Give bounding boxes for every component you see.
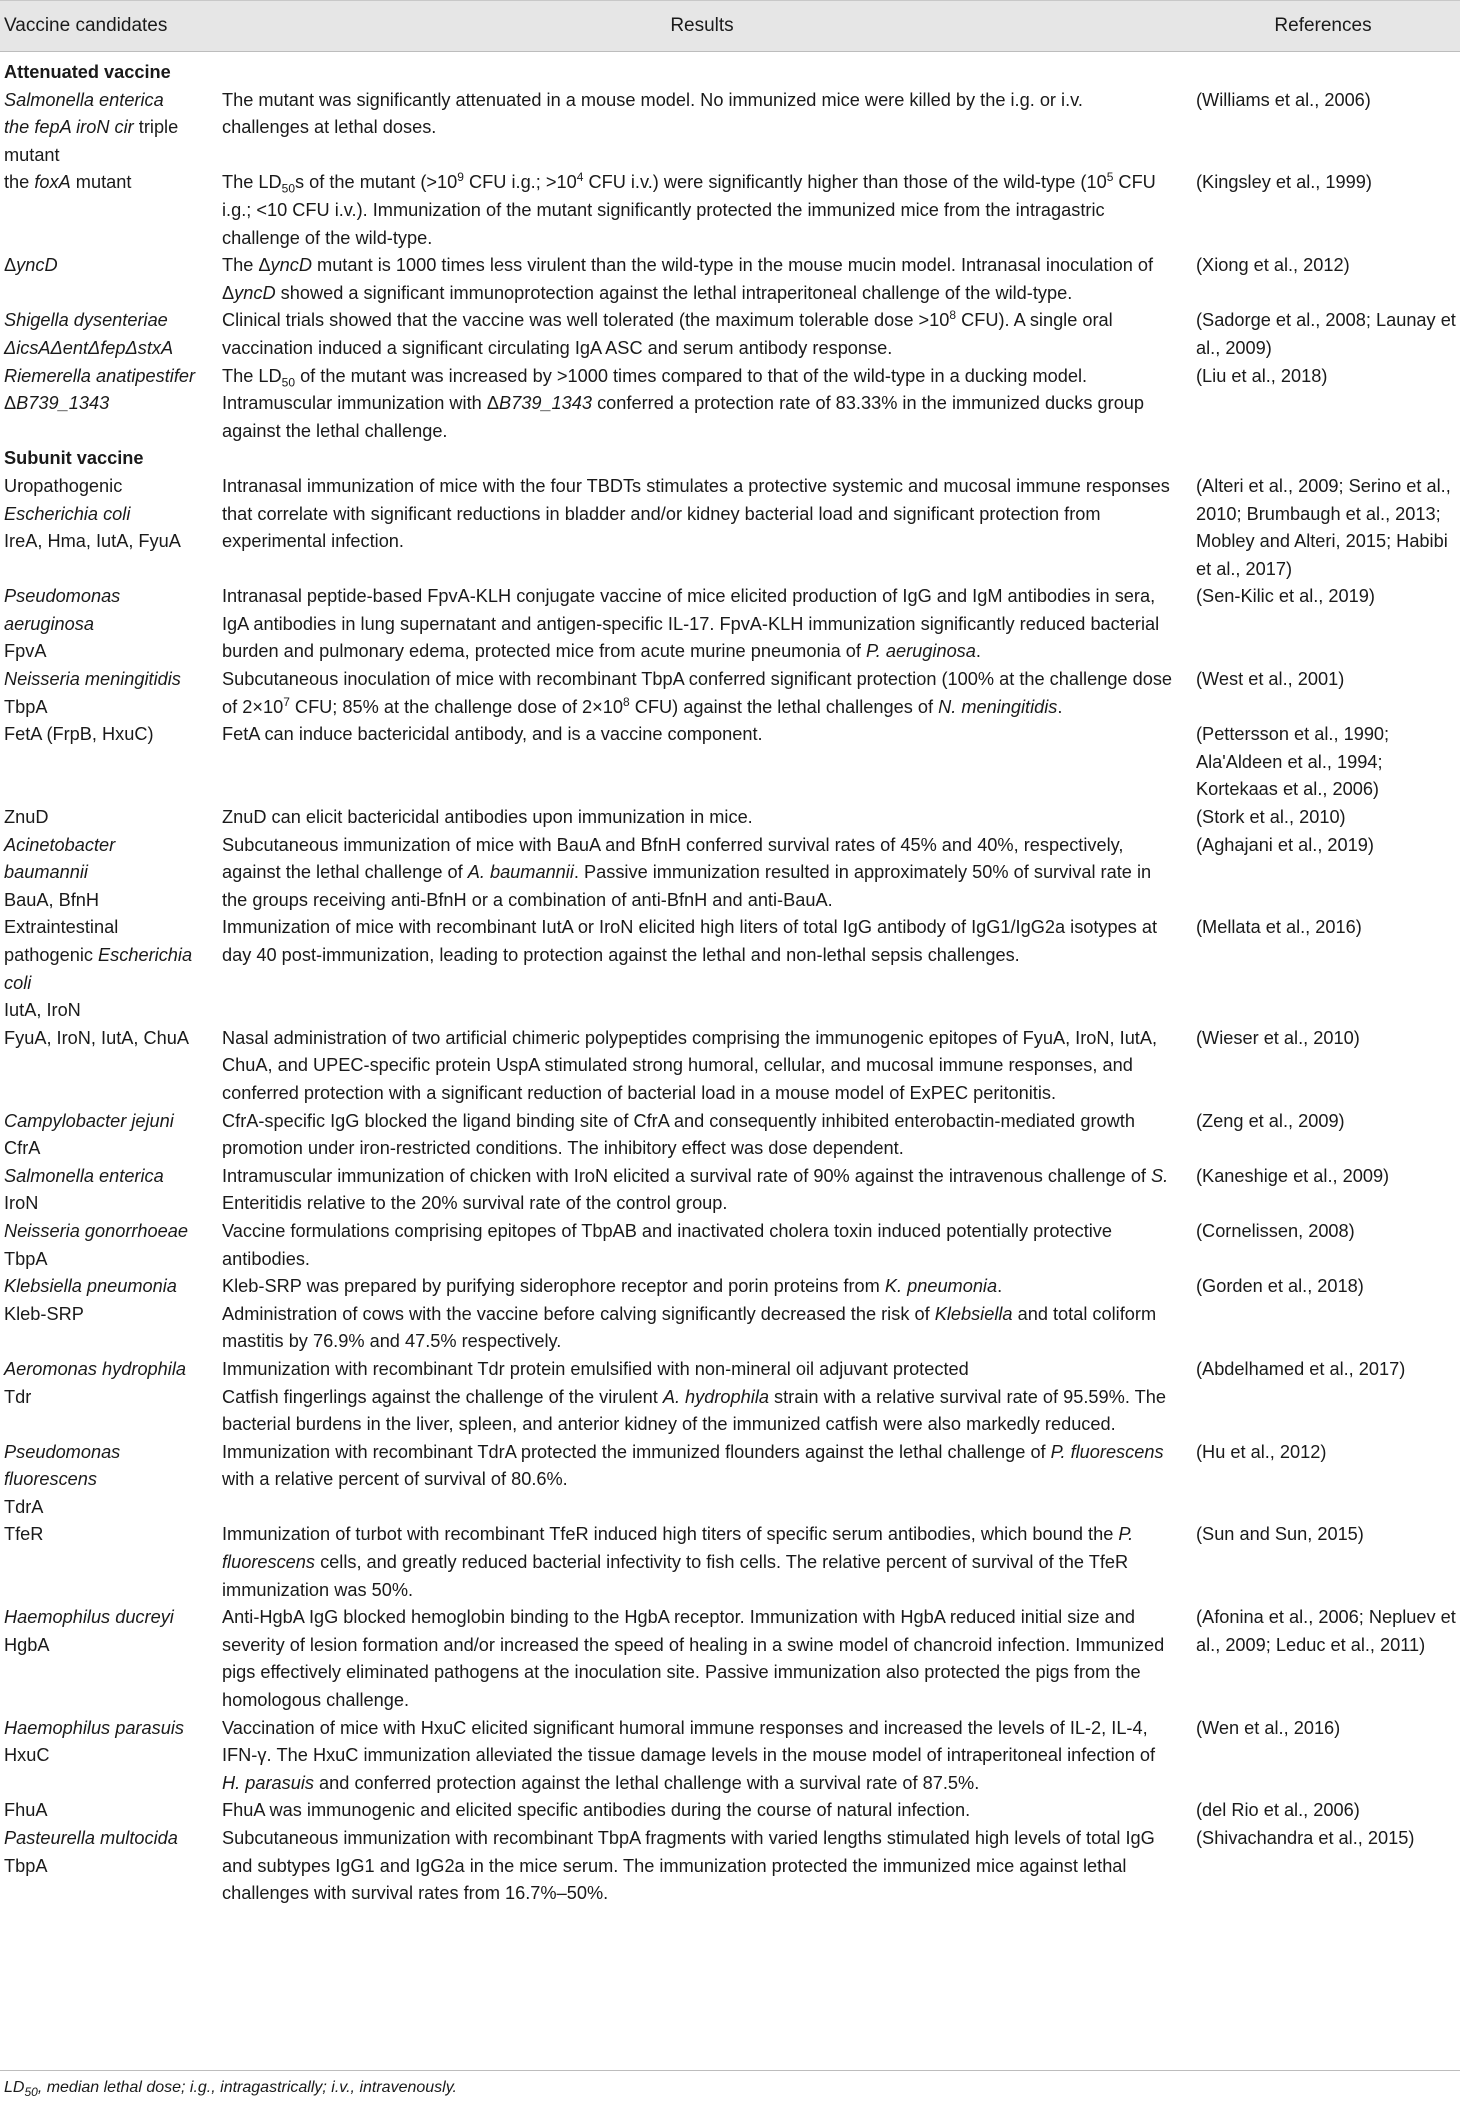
table-row: [0, 1715, 1460, 1798]
result-cell: [218, 87, 1186, 170]
candidate-line: [4, 390, 216, 418]
text-run: Escherichia: [98, 945, 193, 965]
text-run: K. pneumonia: [884, 1276, 998, 1297]
text-run: . Passive immunization resulted in approximately 50% of survival rate in the groups receiving anti-BfnH or a combination of anti-BfnH and anti-BauA.: [222, 862, 1152, 910]
candidate-cell: [0, 363, 218, 446]
candidate-line: [4, 87, 216, 115]
candidate-cell: [0, 1108, 218, 1163]
reference-cell: (Alteri et al., 2009; Serino et al., 2010; Brumbaugh et al., 2013; Mobley and Alteri, 2015; Habibi et al., 2017): [1196, 475, 1451, 579]
text-run: The LD: [222, 172, 282, 193]
result-cell: [218, 583, 1186, 666]
candidate-line: [4, 997, 216, 1025]
candidate-line: [4, 1853, 216, 1881]
text-run: the: [4, 172, 35, 193]
text-run: IroN: [4, 1193, 39, 1214]
header-results: Results: [218, 1, 1186, 52]
candidate-line: [4, 970, 216, 998]
text-run: mutant is 1000 times less virulent than the wild-type in the mouse mucin model. Intranasal inoculation of Δ: [222, 255, 1154, 303]
reference-cell: (Afonina et al., 2006; Nepluev et al., 2009; Leduc et al., 2011): [1196, 1607, 1456, 1655]
text-run: triple: [133, 117, 179, 138]
table-header: [0, 1, 1460, 52]
text-run: aeruginosa: [4, 613, 94, 634]
text-run: Extraintestinal: [4, 917, 119, 938]
text-run: Escherichia coli: [4, 503, 131, 524]
candidate-cell: [0, 1273, 218, 1356]
text-run: yncD: [16, 255, 58, 276]
candidate-line: [4, 142, 216, 170]
text-run: The LD: [222, 365, 282, 386]
table-row: [0, 1108, 1460, 1163]
text-run: P. aeruginosa: [866, 641, 976, 662]
text-run: Klebsiella pneumonia: [4, 1276, 177, 1297]
result-cell: [218, 307, 1186, 362]
text-run: IreA, Hma, IutA, FyuA: [4, 531, 181, 552]
text-run: yncD: [234, 282, 276, 303]
text-run: Clinical trials showed that the vaccine was well tolerated (the maximum tolerable dose >10: [222, 310, 950, 331]
text-run: N. meningitidis: [938, 696, 1058, 717]
candidate-cell: [0, 583, 218, 666]
result-cell: [218, 832, 1186, 915]
text-run: Acinetobacter: [4, 834, 116, 855]
candidate-line: [4, 1384, 216, 1412]
text-run: Catfish fingerlings against the challenge of the virulent: [222, 1386, 663, 1407]
reference-cell: (Cornelissen, 2008): [1196, 1220, 1355, 1241]
candidate-line: [4, 1742, 216, 1770]
candidate-line: [4, 583, 216, 611]
text-run: Neisseria meningitidis: [4, 669, 181, 690]
text-run: Immunization of turbot with recombinant TfeR induced high titers of specific serum antibodies, which bound the: [222, 1524, 1119, 1545]
text-run: CFU; 85% at the challenge dose of 2×10: [289, 696, 624, 717]
candidate-cell: [0, 721, 218, 804]
text-run: P. fluorescens: [222, 1524, 1134, 1573]
text-run: FpvA: [4, 641, 47, 662]
candidate-cell: [0, 1025, 218, 1108]
text-run: Anti-HgbA IgG blocked hemoglobin binding to the HgbA receptor. Immunization with HgbA reduced initial size and severity of lesion formation and/or increased the speed of healing in a swine model of chancroid infection. Immunized pigs effectively eliminated pathogens at the inoculation site. Passive immunization also protected the pigs from the homologous challenge.: [222, 1607, 1165, 1711]
result-cell: [218, 1439, 1186, 1522]
text-run: Pseudomonas: [4, 1441, 121, 1462]
candidate-line: [4, 1273, 216, 1301]
text-run: Campylobacter jejuni: [4, 1110, 174, 1131]
text-run: Uropathogenic: [4, 475, 123, 496]
text-run: CFU i.g.; >10: [463, 172, 577, 193]
text-run: foxA: [34, 172, 71, 193]
result-cell: [218, 1218, 1186, 1273]
text-run: s of the mutant (>10: [295, 172, 458, 193]
text-run: and conferred protection against the lethal challenge with a survival rate of 87.5%.: [314, 1772, 980, 1793]
header-candidates: Vaccine candidates: [0, 1, 218, 52]
result-cell: [218, 1163, 1186, 1218]
candidate-line: [4, 335, 216, 363]
result-cell: [218, 1604, 1186, 1714]
reference-cell: (Pettersson et al., 1990; Ala'Aldeen et al., 1994; Kortekaas et al., 2006): [1196, 724, 1390, 800]
candidate-line: [4, 638, 216, 666]
candidate-cell: [0, 169, 218, 252]
text-run: 9: [457, 170, 464, 185]
text-run: IutA, IroN: [4, 1000, 81, 1021]
candidate-cell: [0, 1825, 218, 1908]
table-row: [0, 473, 1460, 583]
text-run: FetA can induce bactericidal antibody, and is a vaccine component.: [222, 724, 763, 745]
text-run: ZnuD can elicit bactericidal antibodies upon immunization in mice.: [222, 807, 753, 828]
text-run: conferred a protection rate of 83.33% in the immunized ducks group against the lethal challenge.: [222, 393, 1145, 441]
text-run: mutant: [4, 144, 60, 165]
section-title: Attenuated vaccine: [4, 62, 171, 82]
reference-cell: (del Rio et al., 2006): [1196, 1800, 1360, 1821]
text-run: with a relative percent of survival of 80.6%.: [222, 1469, 568, 1490]
candidate-line: [4, 1218, 216, 1246]
text-run: HxuC: [4, 1745, 50, 1766]
candidate-line: [4, 307, 216, 335]
reference-cell: (Liu et al., 2018): [1196, 365, 1328, 386]
reference-cell: (Gorden et al., 2018): [1196, 1276, 1364, 1297]
text-run: BauA, BfnH: [4, 889, 100, 910]
text-run: A. hydrophila: [662, 1386, 769, 1407]
text-run: S.: [1151, 1165, 1169, 1186]
table-footnote: [0, 2070, 1460, 2099]
text-run: Vaccination of mice with HxuC elicited significant humoral immune responses and increased the levels of IL-2, IL-4, IFN-γ. The HxuC immunization alleviated the tissue damage levels in the mouse model of intraperitoneal infection of: [222, 1717, 1156, 1766]
text-run: TfeR: [4, 1524, 44, 1545]
candidate-line: [4, 611, 216, 639]
text-run: The mutant was significantly attenuated in a mouse model. No immunized mice were killed by the i.g. or i.v. challenges at lethal doses.: [222, 89, 1083, 138]
text-run: the: [4, 117, 35, 138]
text-run: baumannii: [4, 862, 88, 883]
text-run: CFU i.v.) were significantly higher than those of the wild-type (10: [583, 172, 1107, 193]
reference-cell: (Kaneshige et al., 2009): [1196, 1165, 1390, 1186]
text-run: pathogenic: [4, 945, 99, 965]
candidate-cell: [0, 1604, 218, 1714]
reference-cell: (Kingsley et al., 1999): [1196, 172, 1372, 193]
text-run: fepA iroN cir: [34, 117, 134, 138]
candidate-line: [4, 252, 216, 280]
table-row: [0, 1025, 1460, 1108]
table-row: [0, 307, 1460, 362]
result-cell: [218, 169, 1186, 252]
candidate-line: [4, 1604, 216, 1632]
section-title: Subunit vaccine: [4, 448, 144, 469]
result-cell: [218, 1356, 1186, 1439]
table-row: [0, 1825, 1460, 1908]
candidate-line: [4, 1439, 216, 1467]
candidate-cell: [0, 1218, 218, 1273]
reference-cell: (Mellata et al., 2016): [1196, 917, 1362, 938]
candidate-cell: [0, 832, 218, 915]
text-run: Kleb-SRP: [4, 1303, 84, 1324]
candidate-line: [4, 1108, 216, 1136]
reference-cell: (Wieser et al., 2010): [1196, 1027, 1360, 1048]
candidate-cell: [0, 914, 218, 1024]
candidate-line: [4, 887, 216, 915]
reference-cell: (Sadorge et al., 2008; Launay et al., 2009): [1196, 310, 1456, 358]
candidate-line: [4, 1025, 216, 1053]
result-cell: [218, 721, 1186, 804]
text-run: Enteritidis relative to the 20% survival rate of the control group.: [222, 1193, 728, 1214]
candidate-line: [4, 1135, 216, 1163]
text-run: H. parasuis: [222, 1772, 314, 1793]
result-cell: [218, 363, 1186, 446]
reference-cell: (West et al., 2001): [1196, 669, 1345, 690]
text-run: Pasteurella multocida: [4, 1828, 178, 1848]
reference-cell: (Zeng et al., 2009): [1196, 1110, 1345, 1131]
result-cell: [218, 804, 1186, 832]
text-run: Pseudomonas: [4, 586, 121, 607]
candidate-line: [4, 169, 216, 197]
candidate-cell: [0, 1715, 218, 1798]
table-row: [0, 87, 1460, 170]
text-run: Subcutaneous inoculation of mice with recombinant TbpA conferred significant protection (100% at the challenge dose of 2×10: [222, 669, 1173, 717]
candidate-line: [4, 1246, 216, 1274]
text-run: The Δ: [222, 255, 271, 276]
candidate-line: [4, 832, 216, 860]
reference-cell: (Sun and Sun, 2015): [1196, 1524, 1364, 1545]
candidate-line: [4, 804, 216, 832]
reference-cell: (Stork et al., 2010): [1196, 807, 1346, 828]
text-run: yncD: [270, 255, 312, 276]
text-run: 8: [623, 694, 630, 709]
text-run: cells, and greatly reduced bacterial infectivity to fish cells. The relative percent of survival of the TfeR immunization was 50%.: [222, 1552, 1129, 1600]
result-cell: [218, 666, 1186, 721]
text-run: Klebsiella: [934, 1303, 1013, 1324]
result-cell: [218, 914, 1186, 1024]
candidate-line: [4, 859, 216, 887]
text-run: 4: [576, 170, 584, 185]
text-run: Neisseria gonorrhoeae: [4, 1220, 189, 1241]
result-cell: [218, 1825, 1186, 1908]
candidate-line: [4, 363, 216, 391]
candidate-cell: [0, 666, 218, 721]
reference-cell: (Williams et al., 2006): [1196, 89, 1371, 110]
text-run: Haemophilus ducreyi: [4, 1607, 174, 1628]
candidate-cell: [0, 1439, 218, 1522]
result-cell: [218, 1108, 1186, 1163]
candidate-line: [4, 1356, 216, 1384]
table-row: [0, 832, 1460, 915]
result-cell: [218, 1715, 1186, 1798]
text-run: coli: [4, 972, 32, 993]
table-row: [0, 252, 1460, 307]
candidate-line: [4, 1825, 216, 1853]
candidate-line: [4, 914, 216, 942]
text-run: of the mutant was increased by >1000 times compared to that of the wild-type in a ducking model. Intramuscular immunization with Δ: [222, 365, 1088, 414]
text-run: .: [1057, 696, 1063, 717]
table-row: [0, 1797, 1460, 1825]
text-run: Haemophilus parasuis: [4, 1717, 184, 1738]
text-run: Vaccine formulations comprising epitopes of TbpAB and inactivated cholera toxin induced potentially protective antibodies.: [222, 1220, 1113, 1269]
text-run: Immunization with recombinant Tdr protein emulsified with non-mineral oil adjuvant protected: [222, 1358, 969, 1379]
text-run: Subcutaneous immunization with recombinant TbpA fragments with varied lengths stimulated high levels of total IgG and subtypes IgG1 and IgG2a in the mice serum. The immunization protected the immunized mice against lethal challenges with survival rates from 16.7%–50%.: [222, 1828, 1155, 1904]
text-run: LD: [4, 2079, 25, 2096]
text-run: Immunization with recombinant TdrA protected the immunized flounders against the lethal challenge of: [222, 1441, 1051, 1462]
text-run: B739_1343: [16, 393, 110, 414]
candidate-line: [4, 1715, 216, 1743]
text-run: fluorescens: [4, 1469, 98, 1490]
table-row: [0, 1218, 1460, 1273]
text-run: Riemerella anatipestifer: [4, 365, 196, 386]
text-run: Shigella dysenteriae: [4, 310, 168, 331]
candidate-cell: [0, 87, 218, 170]
candidate-cell: [0, 1797, 218, 1825]
text-run: Nasal administration of two artificial chimeric polypeptides comprising the immunogenic epitopes of FyuA, IroN, IutA, ChuA, and UPEC-specific protein UspA stimulated strong humoral, cellular, and mucosal immune responses, and conferred protection with a significant reduction of bacterial load in a mouse model of ExPEC peritonitis.: [222, 1027, 1158, 1103]
text-run: Subcutaneous immunization of mice with BauA and BfnH conferred survival rates of 45% and 40%, respectively, against the lethal challenge of: [222, 834, 1124, 883]
table-row: [0, 169, 1460, 252]
text-run: ΔicsAΔentΔfepΔstxA: [4, 337, 174, 358]
text-run: FhuA: [4, 1800, 48, 1821]
text-run: ZnuD: [4, 807, 49, 828]
text-run: and total coliform mastitis by 76.9% and 47.5% respectively.: [222, 1303, 1157, 1352]
table-row: [0, 1439, 1460, 1522]
header-references: References: [1186, 1, 1460, 52]
table-body: [0, 52, 1460, 1908]
text-run: TbpA: [4, 696, 48, 717]
result-cell: [218, 1797, 1186, 1825]
candidate-cell: [0, 307, 218, 362]
text-run: .: [975, 641, 981, 662]
candidate-line: [4, 721, 216, 749]
text-run: Δ: [4, 255, 17, 276]
text-run: Tdr: [4, 1386, 32, 1407]
candidate-cell: [0, 252, 218, 307]
text-run: CFU). A single oral vaccination induced a significant circulating IgA ASC and serum antibody response.: [222, 310, 1113, 358]
candidate-line: [4, 473, 216, 501]
candidate-cell: [0, 1163, 218, 1218]
section-heading-row: [0, 445, 1460, 473]
table-row: [0, 1163, 1460, 1218]
candidate-cell: [0, 473, 218, 583]
candidate-line: [4, 528, 216, 556]
table-row: [0, 363, 1460, 446]
text-run: HgbA: [4, 1634, 50, 1655]
table-row: [0, 914, 1460, 1024]
candidate-cell: [0, 1521, 218, 1604]
text-run: showed a significant immunoprotection against the lethal intraperitoneal challenge of the wild-type.: [275, 282, 1073, 303]
reference-cell: (Abdelhamed et al., 2017): [1196, 1358, 1406, 1379]
text-run: 50: [281, 182, 296, 197]
reference-cell: (Aghajani et al., 2019): [1196, 834, 1374, 855]
result-cell: [218, 473, 1186, 583]
candidate-line: [4, 1494, 216, 1522]
text-run: strain with a relative survival rate of 95.59%. The bacterial burdens in the liver, spleen, and anterior kidney of the immunized catfish were also markedly reduced.: [222, 1386, 1166, 1435]
text-run: TdrA: [4, 1496, 44, 1517]
candidate-line: [4, 1466, 216, 1494]
text-run: Kleb-SRP was prepared by purifying siderophore receptor and porin proteins from: [222, 1276, 885, 1297]
text-run: mutant: [70, 172, 132, 193]
text-run: P. fluorescens: [1050, 1441, 1164, 1462]
text-run: FhuA was immunogenic and elicited specific antibodies during the course of natural infection.: [222, 1800, 971, 1821]
table-row: [0, 1604, 1460, 1714]
text-run: A. baumannii: [467, 862, 574, 883]
text-run: Aeromonas hydrophila: [4, 1358, 186, 1379]
candidate-line: [4, 694, 216, 722]
table-row: [0, 1273, 1460, 1356]
reference-cell: (Shivachandra et al., 2015): [1196, 1828, 1415, 1848]
text-run: 5: [1106, 170, 1114, 185]
result-cell: [218, 252, 1186, 307]
text-run: Δ: [4, 393, 17, 414]
text-run: TbpA: [4, 1855, 48, 1876]
candidate-line: [4, 501, 216, 529]
text-run: Immunization of mice with recombinant IutA or IroN elicited high liters of total IgG antibody of IgG1/IgG2a isotypes at day 40 post-immunization, leading to protection against the lethal and non-lethal sepsis challenges.: [222, 917, 1158, 965]
text-run: CFU) against the lethal challenges of: [629, 696, 939, 717]
text-run: 50: [24, 2085, 38, 2100]
candidate-line: [4, 666, 216, 694]
text-run: FetA (FrpB, HxuC): [4, 724, 154, 745]
text-run: Salmonella enterica: [4, 1165, 164, 1186]
text-run: 7: [283, 694, 290, 709]
text-run: TbpA: [4, 1248, 48, 1269]
candidate-cell: [0, 1356, 218, 1439]
candidate-line: [4, 1521, 216, 1549]
table-row: [0, 1356, 1460, 1439]
section-heading-row: [0, 52, 1460, 87]
result-cell: [218, 1273, 1186, 1356]
text-run: Intranasal immunization of mice with the four TBDTs stimulates a protective systemic and mucosal immune responses that correlate with significant reductions in bladder and/or kidney bacterial load and significant protection from experimental infection.: [222, 475, 1170, 552]
table-row: [0, 583, 1460, 666]
candidate-line: [4, 1163, 216, 1191]
candidate-line: [4, 942, 216, 970]
table-row: [0, 1521, 1460, 1604]
reference-cell: (Xiong et al., 2012): [1196, 255, 1350, 276]
text-run: Salmonella enterica: [4, 89, 164, 110]
text-run: B739_1343: [498, 393, 593, 414]
result-cell: [218, 1521, 1186, 1604]
text-run: FyuA, IroN, IutA, ChuA: [4, 1027, 189, 1048]
text-run: Intranasal peptide-based FpvA-KLH conjugate vaccine of mice elicited production of IgG and IgM antibodies in sera, IgA antibodies in lung supernatant and antigen-specific IL-17. FpvA-KLH immunization significantly reduced bacterial burden and pulmonary edema, protected mice from acute murine pneumonia of: [222, 586, 1160, 662]
reference-cell: (Wen et al., 2016): [1196, 1717, 1341, 1738]
result-cell: [218, 1025, 1186, 1108]
candidate-line: [4, 114, 216, 142]
table-row: [0, 721, 1460, 804]
table-row: [0, 804, 1460, 832]
text-run: CfrA-specific IgG blocked the ligand binding site of CfrA and consequently inhibited enterobactin-mediated growth promotion under iron-restricted conditions. The inhibitory effect was dose dependent.: [222, 1110, 1135, 1159]
reference-cell: (Sen-Kilic et al., 2019): [1196, 586, 1375, 607]
text-run: CFU i.g.; <10 CFU i.v.). Immunization of the mutant significantly protected the immunized mice from the intragastric challenge of the wild-type.: [222, 172, 1156, 248]
candidate-line: [4, 1301, 216, 1329]
candidate-line: [4, 1797, 216, 1825]
text-run: 50: [281, 375, 296, 390]
text-run: Intramuscular immunization of chicken with IroN elicited a survival rate of 90% against the intravenous challenge of: [222, 1165, 1152, 1186]
text-run: CfrA: [4, 1138, 41, 1159]
candidate-line: [4, 1190, 216, 1218]
text-run: , median lethal dose; i.g., intragastrically; i.v., intravenously.: [37, 2079, 457, 2096]
table-row: [0, 666, 1460, 721]
text-run: 8: [949, 308, 957, 323]
reference-cell: (Hu et al., 2012): [1196, 1441, 1327, 1462]
candidate-cell: [0, 804, 218, 832]
text-run: Administration of cows with the vaccine before calving significantly decreased the risk of: [222, 1303, 935, 1324]
candidate-line: [4, 1632, 216, 1660]
text-run: .: [997, 1276, 1003, 1297]
